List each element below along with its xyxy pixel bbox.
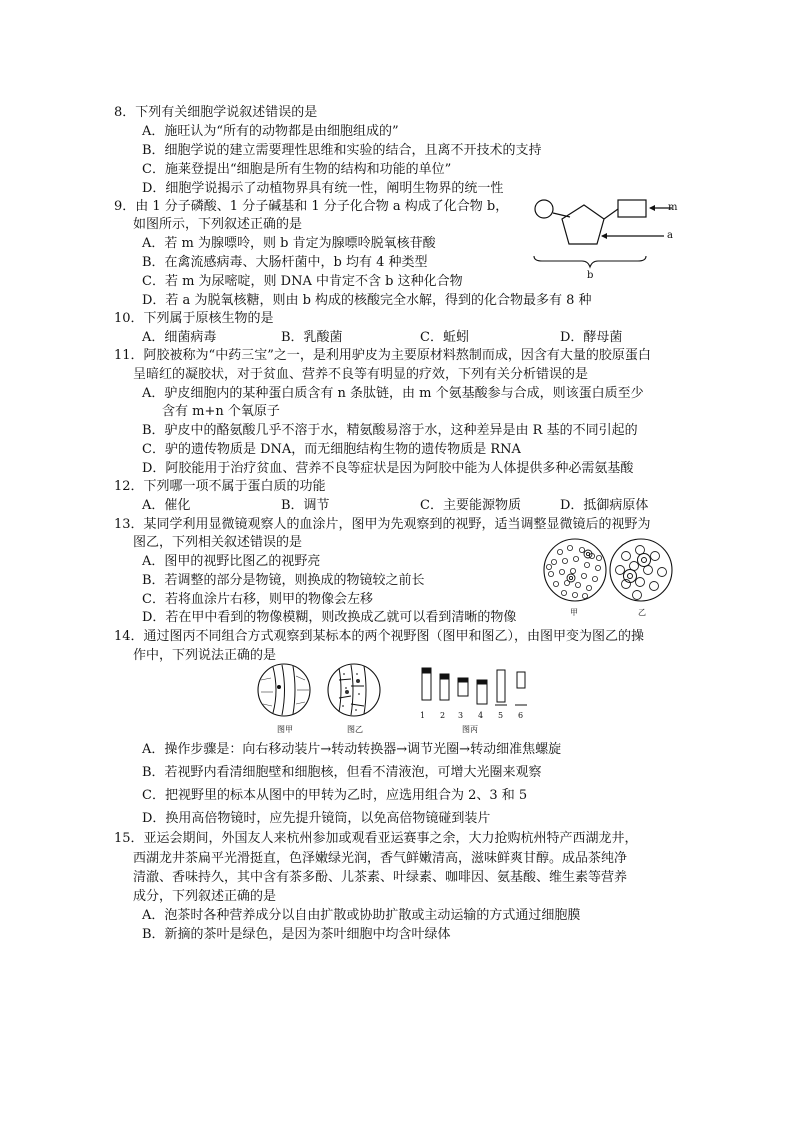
label-a: a — [667, 230, 673, 241]
q14-option-d: D．换用高倍物镜时，应先提升镜筒，以免高倍物镜碰到装片 — [142, 811, 491, 826]
q13-option-b: B．若调整的部分是物镜，则换成的物镜较之前长 — [142, 573, 425, 588]
q14-option-a: A．操作步骤是：向右移动装片→转动转换器→调节光圈→转动细准焦螺旋 — [142, 742, 562, 757]
q15-option-a: A．泡茶时各种营养成分以自由扩散或协助扩散或主动运输的方式通过细胞膜 — [142, 908, 581, 923]
nucleotide-diagram — [528, 192, 688, 292]
q9-stem-line1: 9．由 1 分子磷酸、1 分子碱基和 1 分子化合物 a 构成了化合物 b， — [114, 199, 509, 214]
lens-number-3: 3 — [458, 711, 464, 720]
q15-stem-line2: 西湖龙井茶扁平光滑挺直，色泽嫩绿光润，香气鲜嫩清高，滋味鲜爽甘醇。成品茶纯净 — [133, 851, 628, 866]
q10-option-a: A．细菌病毒 — [142, 330, 217, 345]
arrow-a-head — [601, 233, 607, 239]
label-figure-bing: 图丙 — [462, 725, 478, 734]
label-figure-jia: 图甲 — [277, 725, 293, 734]
q9-option-d: D．若 a 为脱氧核糖，则由 b 构成的核酸完全水解，得到的化合物最多有 8 种 — [142, 293, 592, 308]
label-jia: 甲 — [570, 608, 578, 617]
label-yi: 乙 — [638, 608, 646, 617]
phosphate-circle — [535, 200, 553, 218]
blood-smear-fields — [540, 534, 680, 614]
q11-option-d: D．阿胶能用于治疗贫血、营养不良等症状是因为阿胶中能为人体提供多种必需氨基酸 — [142, 461, 634, 476]
q9-option-c: C．若 m 为尿嘧啶，则 DNA 中肯定不含 b 这种化合物 — [142, 274, 463, 289]
q9-stem-line2: 如图所示，下列叙述正确的是 — [133, 217, 303, 232]
q8-option-d: D．细胞学说揭示了动植物界具有统一性，阐明生物界的统一性 — [142, 181, 504, 196]
q13-option-a: A．图甲的视野比图乙的视野亮 — [142, 554, 321, 569]
lens-number-4: 4 — [478, 711, 484, 720]
q14-stem-line1: 14．通过图丙不同组合方式观察到某标本的两个视野图（图甲和图乙），由图甲变为图乙的操 — [114, 629, 645, 644]
q11-stem-line1: 11．阿胶被称为“中药三宝”之一，是利用驴皮为主要原材料熬制而成，因含有大量的胶原蛋白 — [114, 348, 651, 363]
lens-number-1: 1 — [420, 711, 426, 720]
lens-number-2: 2 — [440, 711, 446, 720]
q10-stem: 10．下列属于原核生物的是 — [114, 311, 274, 326]
lens-number-6: 6 — [518, 711, 524, 720]
figure-bing-lenses — [422, 668, 527, 705]
label-m: m — [668, 202, 678, 213]
q14-option-c: C．把视野里的标本从图中的甲转为乙时，应选用组合为 2、3 和 5 — [142, 788, 528, 803]
brace-b — [534, 256, 646, 267]
q10-option-d: D．酵母菌 — [560, 330, 623, 345]
q14-stem-line2: 作中，下列说法正确的是 — [133, 648, 277, 663]
field-yi — [610, 539, 672, 601]
field-jia — [544, 539, 606, 601]
lens-number-5: 5 — [498, 711, 504, 720]
q8-option-b: B．细胞学说的建立需要理性思维和实验的结合，且离不开技术的支持 — [142, 143, 542, 158]
q9-option-b: B．在禽流感病毒、大肠杆菌中，b 均有 4 种类型 — [142, 255, 428, 270]
q11-option-b: B．驴皮中的酪氨酸几乎不溶于水，精氨酸易溶于水，这种差异是由 R 基的不同引起的 — [142, 423, 638, 438]
q12-option-d: D．抵御病原体 — [560, 498, 649, 513]
figure-jia-field — [258, 664, 310, 716]
q8-stem: 8．下列有关细胞学说叙述错误的是 — [114, 105, 318, 120]
base-bond — [604, 209, 618, 219]
q8-option-a: A．施旺认为“所有的动物都是由细胞组成的” — [142, 124, 399, 139]
q12-stem: 12．下列哪一项不属于蛋白质的功能 — [114, 479, 326, 494]
q12-option-a: A．催化 — [142, 498, 191, 513]
q10-option-b: B．乳酸菌 — [281, 330, 343, 345]
q15-stem-line3: 清澈、香味持久，其中含有茶多酚、儿茶素、叶绿素、咖啡因、氨基酸、维生素等营养 — [133, 870, 628, 885]
q13-option-d: D．若在甲中看到的物像模糊，则改换成乙就可以看到清晰的物像 — [142, 610, 517, 625]
base-rectangle — [618, 200, 646, 217]
q11-stem-line2: 呈暗红的凝胶状，对于贫血、营养不良等有明显的疗效，下列有关分析错误的是 — [133, 367, 589, 382]
pentose-ring — [562, 205, 604, 244]
q9-option-a: A．若 m 为腺嘌呤，则 b 肯定为腺嘌呤脱氧核苷酸 — [142, 236, 436, 251]
q15-option-b: B．新摘的茶叶是绿色，是因为茶叶细胞中均含叶绿体 — [142, 927, 451, 942]
label-b: b — [587, 270, 594, 281]
q15-stem-line4: 成分，下列叙述正确的是 — [133, 889, 277, 904]
q8-option-c: C．施莱登提出“细胞是所有生物的结构和功能的单位” — [142, 162, 452, 177]
q13-stem-line2: 图乙，下列相关叙述错误的是 — [133, 535, 303, 550]
q13-stem-line1: 13．某同学利用显微镜观察人的血涂片，图甲为先观察到的视野，适当调整显微镜后的视野为 — [114, 517, 651, 532]
figure-yi-field — [328, 664, 380, 716]
q13-option-c: C．若将血涂片右移，则甲的物像会左移 — [142, 592, 373, 607]
label-figure-yi: 图乙 — [347, 725, 363, 734]
q10-option-c: C．蚯蚓 — [420, 330, 469, 345]
q15-stem-line1: 15．亚运会期间，外国友人来杭州参加或观看亚运赛事之余，大力抢购杭州特产西湖龙井， — [114, 831, 638, 846]
q11-option-c: C．驴的遗传物质是 DNA，而无细胞结构生物的遗传物质是 RNA — [142, 442, 521, 457]
q14-option-b: B．若视野内看清细胞壁和细胞核，但看不清液泡，可增大光圈来观察 — [142, 765, 542, 780]
q12-option-c: C．主要能源物质 — [420, 498, 521, 513]
arrow-m-head — [649, 205, 655, 211]
q11-option-a-line2: 含有 m+n 个氧原子 — [162, 404, 280, 419]
q11-option-a-line1: A．驴皮细胞内的某种蛋白质含有 n 条肽链，由 m 个氨基酸参与合成，则该蛋白质至少 — [142, 386, 644, 401]
q12-option-b: B．调节 — [281, 498, 330, 513]
